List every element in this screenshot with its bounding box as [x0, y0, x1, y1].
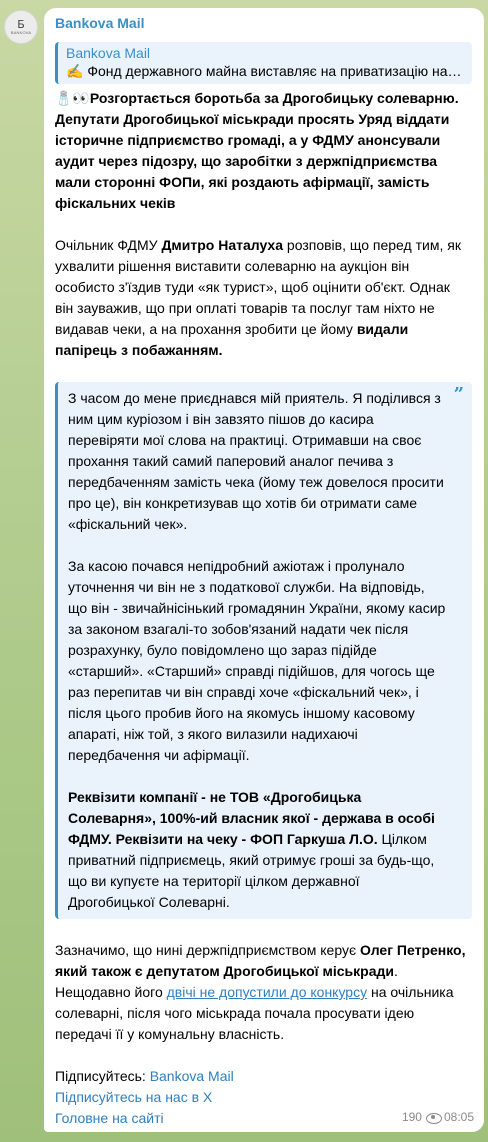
contest-link[interactable]: двічі не допустили до конкурсу	[166, 984, 368, 1000]
subscribe-link[interactable]: Bankova Mail	[149, 1068, 234, 1084]
x-link[interactable]: Підписуйтесь на нас в X	[55, 1089, 213, 1105]
view-count: 190	[401, 1110, 422, 1124]
blockquote	[55, 382, 472, 919]
quote-p3-rest: Цілком приватний підприємець, який отримує гроші за будь-що, що ви купуєте на території цілком державної Дрогобицької Солеварні.	[68, 831, 435, 910]
eye-icon	[426, 1113, 440, 1122]
site-link[interactable]: Головне на сайті	[55, 1110, 164, 1126]
reply-sender: Bankova Mail	[66, 45, 151, 61]
sender-name[interactable]: Bankova Mail	[55, 15, 145, 31]
message-meta	[402, 1110, 474, 1124]
quote-p3-bold1: Реквізити компанії - не ТОВ «Дрогобицька Солеварня», 100%-ий власник якої - держава в особі ФДМУ.	[68, 789, 435, 847]
headline-paragraph	[55, 88, 472, 214]
quote-p3-bold2: Реквізити на чеку - ФОП Гаркуша Л.О.	[115, 831, 378, 847]
p4-text-b: . Нещодавно його	[55, 963, 398, 1000]
p2-text-a: Очільник ФДМУ	[55, 237, 162, 253]
p2-text-b: розповів, що перед тим, як ухвалити рішення виставити солеварню на аукціон він особисто з'їздив туди «як турист», щоб оцінити об'єкт. Однак він зауважив, що при оплаті товарів та послуг там ніхто не видавав чеки, а на прохання зробити це йому	[55, 237, 461, 337]
paragraph-2	[55, 235, 472, 361]
p4-bold: Олег Петренко, який також є депутатом Дрогобицької міськради	[55, 942, 466, 979]
p4-text-a: Зазначимо, що нині держпідприємством керує	[55, 942, 360, 958]
quote-icon: ”	[453, 384, 464, 405]
channel-avatar[interactable]	[4, 10, 38, 44]
message-bubble	[44, 8, 484, 1132]
message-time: 08:05	[443, 1110, 474, 1124]
reply-text: ✍️ Фонд державного майна виставляє на приватизацію на…	[66, 63, 462, 79]
quote-paragraph-2: За касою почався непідробний ажіотаж і пролунало уточнення чи він не з податкової служби. На відповідь, що він - звичайнісінький громадянин України, якому касир за законом взагалі-то зобов'язаний надати чек після розрахунку, було повідомлено що зараз підійде «старший». «Старший» справді підійшов, для чогось ще раз перепитав чи він справді хоче «фіскальний чек», і після цього пробив його на якомусь іншому касовому апараті, ніж той, з якого вилазили надихаючі передбачення чи афірмації.	[68, 558, 446, 763]
quote-paragraph-3	[68, 787, 446, 913]
headline-emoji: 🧂👀	[55, 90, 90, 106]
p2-name: Дмитро Наталуха	[161, 237, 284, 253]
p4-text-c: на очільника солеварні, після чого міськрада почала просувати ідею передачі її у комунальну власність.	[55, 984, 454, 1042]
paragraph-4	[55, 940, 472, 1045]
p2-bold-end: видали папірець з побажанням.	[55, 321, 409, 358]
subscribe-line	[55, 1066, 472, 1087]
avatar-caption: BANKOVA	[10, 30, 32, 35]
reply-preview[interactable]	[55, 42, 472, 84]
subscribe-prefix: Підписуйтесь:	[55, 1068, 150, 1084]
quote-paragraph-1: З часом до мене приєднався мій приятель. Я поділився з ним цим куріозом і він завзято пішов до касира перевіряти мої слова на практиці. Отримавши на своє прохання такий самий паперовий аналог печива з передбаченням замість чека (йому теж довелося просити про це), він конкретизував що хотів би отримати саме «фіскальний чек».	[68, 390, 444, 532]
headline: Розгортається боротьба за Дрогобицьку солеварню. Депутати Дрогобицької міськради просять Уряд віддати історичне підприємство громаді, а у ФДМУ анонсували аудит через підозру, що заробітки з держпідприємства мали сторонні ФОПи, які роздають афірмації, замість фіскальних чеків	[55, 90, 459, 211]
avatar-glyph: Б	[17, 18, 25, 31]
message-text	[55, 88, 472, 1129]
